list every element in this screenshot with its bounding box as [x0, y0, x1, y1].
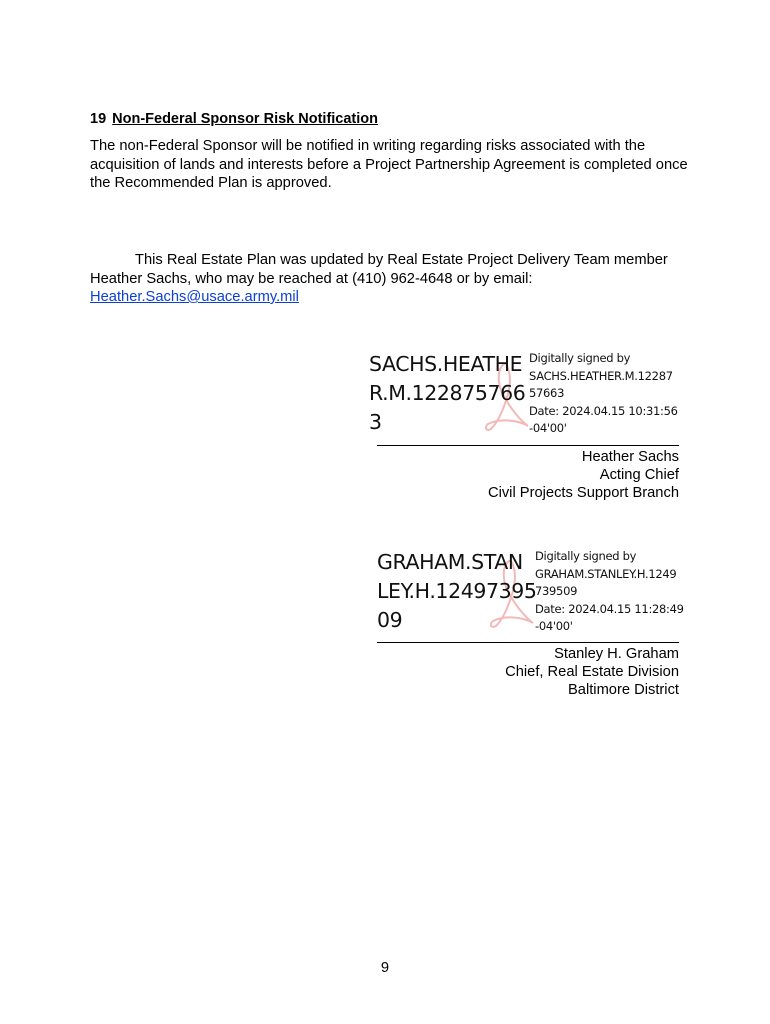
digital-signature-line: Digitally signed by: [529, 351, 631, 365]
digital-signature-line: Digitally signed by: [535, 549, 637, 563]
signer-name-line: 3: [369, 410, 382, 434]
signatory-name: Stanley H. Graham: [554, 646, 679, 662]
signature-line: [377, 445, 679, 446]
digital-signature-line: GRAHAM.STANLEY.H.1249: [535, 566, 677, 581]
digital-signature-line: -04'00': [535, 619, 573, 633]
signatory-title: Acting Chief: [599, 467, 679, 483]
digital-signature-line: 57663: [529, 386, 565, 400]
signatory-title: Chief, Real Estate Division: [505, 664, 679, 680]
signer-name-line: R.M.122875766: [369, 381, 526, 405]
digital-signature-line: Date: 2024.04.15 10:31:56: [529, 403, 678, 418]
signer-name-line: SACHS.HEATHE: [369, 352, 523, 376]
signatory-office: Baltimore District: [568, 682, 679, 698]
contact-text: This Real Estate Plan was updated by Real Estate Project Delivery Team member Heather Sachs, who may be reached at (410) 962-4648 or by email:: [90, 252, 668, 287]
digital-signature-line: SACHS.HEATHER.M.12287: [529, 368, 673, 383]
section-number: 19: [90, 111, 107, 127]
section-title: Non-Federal Sponsor Risk Notification: [112, 111, 378, 127]
digital-signature-line: 739509: [535, 584, 578, 598]
digital-signature-line: Date: 2024.04.15 11:28:49: [535, 601, 684, 616]
signatory-office: Civil Projects Support Branch: [487, 485, 679, 501]
section-body: The non-Federal Sponsor will be notified in writing regarding risks associated with the acquisition of lands and interests before a Project Partnership Agreement is completed once the Recommended Plan is approved.: [90, 138, 688, 191]
digital-signature-line: -04'00': [529, 421, 567, 435]
signer-name-line: GRAHAM.STAN: [377, 550, 523, 574]
signature-line: [377, 642, 679, 643]
signer-name-line: 09: [377, 608, 403, 632]
page-number: 9: [380, 960, 390, 976]
section-heading: [90, 111, 378, 127]
signatory-name: Heather Sachs: [581, 449, 679, 465]
signer-name-line: LEY.H.12497395: [377, 579, 537, 603]
email-link[interactable]: Heather.Sachs@usace.army.mil: [90, 289, 299, 305]
contact-paragraph: [90, 251, 690, 307]
